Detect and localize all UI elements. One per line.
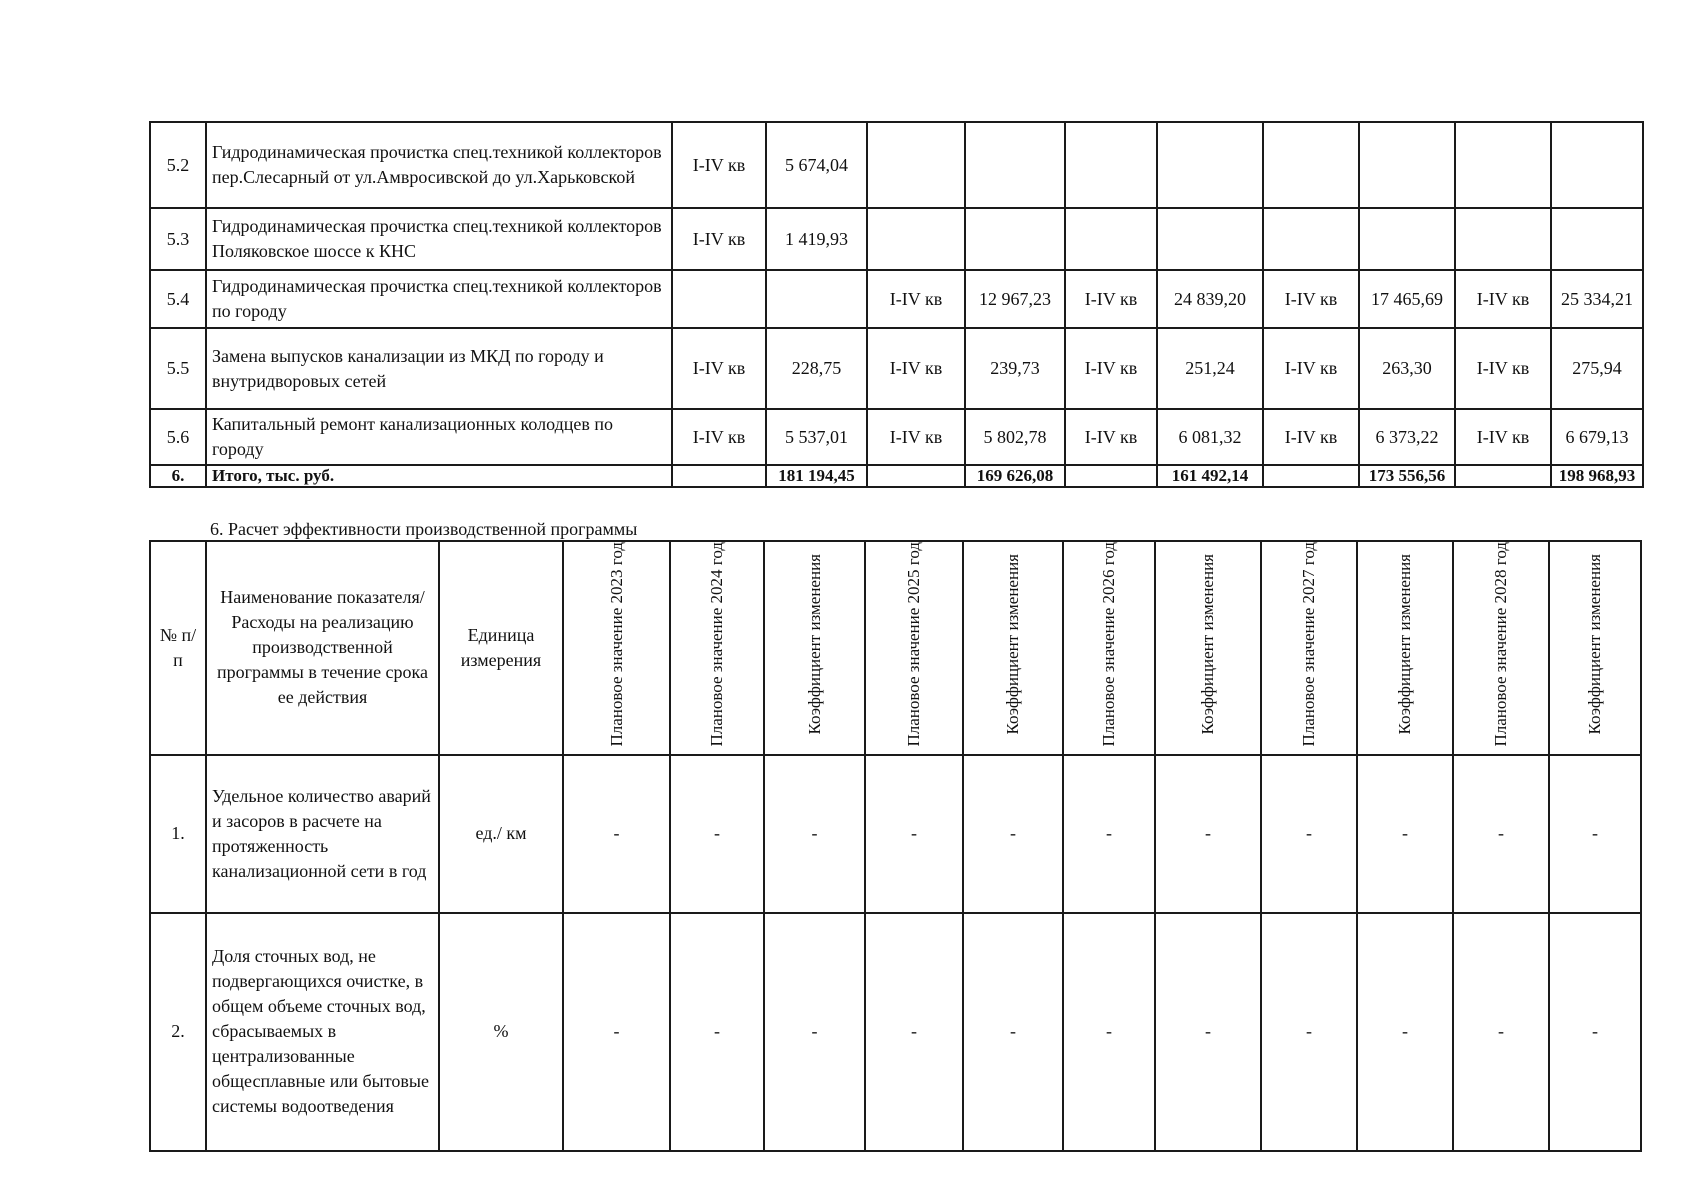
amount-cell: 263,30: [1359, 328, 1455, 409]
period-cell: I-IV кв: [1263, 270, 1359, 328]
table-row: [150, 122, 1643, 208]
period-cell: I-IV кв: [867, 409, 965, 465]
header-col-3: [764, 541, 865, 755]
table-row: [150, 913, 1641, 1151]
header-unit: Единица измерения: [439, 541, 563, 755]
header-row: [150, 541, 1641, 755]
table-row: [150, 328, 1643, 409]
table-row: [150, 208, 1643, 270]
row-name: Удельное количество аварий и засоров в расчете на протяженность канализационной сети в год: [206, 755, 439, 913]
amount-cell: 12 967,23: [965, 270, 1065, 328]
header-col-label: Коэффициент изменения: [1395, 554, 1414, 735]
table-row: [150, 270, 1643, 328]
amount-cell: 239,73: [965, 328, 1065, 409]
period-cell: I-IV кв: [1065, 270, 1157, 328]
header-col-5: [963, 541, 1063, 755]
value-cell: -: [1155, 913, 1261, 1151]
period-cell: [1065, 465, 1157, 487]
row-number: 5.5: [150, 328, 206, 409]
header-col-2: [670, 541, 764, 755]
row-name: Замена выпусков канализации из МКД по городу и внутридворовых сетей: [206, 328, 672, 409]
header-col-label: Коэффициент изменения: [1585, 554, 1604, 735]
total-amount: 169 626,08: [965, 465, 1065, 487]
expenses-table: [149, 121, 1644, 488]
row-unit: ед./ км: [439, 755, 563, 913]
value-cell: -: [1155, 755, 1261, 913]
value-cell: -: [1261, 755, 1357, 913]
value-cell: -: [764, 913, 865, 1151]
amount-cell: [1157, 122, 1263, 208]
value-cell: -: [1453, 755, 1549, 913]
header-name: Наименование показателя/Расходы на реализацию производственной программы в течение срока ее действия: [206, 541, 439, 755]
row-number: 5.2: [150, 122, 206, 208]
value-cell: -: [963, 913, 1063, 1151]
amount-cell: 251,24: [1157, 328, 1263, 409]
row-name: Капитальный ремонт канализационных колодцев по городу: [206, 409, 672, 465]
section-title: 6. Расчет эффективности производственной программы: [210, 519, 638, 539]
value-cell: -: [1357, 913, 1453, 1151]
value-cell: -: [1357, 755, 1453, 913]
header-col-8: [1261, 541, 1357, 755]
value-cell: -: [865, 755, 963, 913]
header-col-label: Коэффициент изменения: [804, 554, 824, 735]
amount-cell: 17 465,69: [1359, 270, 1455, 328]
header-col-4: [865, 541, 963, 755]
value-cell: -: [1453, 913, 1549, 1151]
period-cell: [1065, 208, 1157, 270]
row-number: 5.4: [150, 270, 206, 328]
period-cell: I-IV кв: [867, 270, 965, 328]
table-row: [150, 409, 1643, 465]
amount-cell: 228,75: [766, 328, 867, 409]
header-col-label: Плановое значение 2028 год: [1491, 542, 1510, 747]
value-cell: -: [1261, 913, 1357, 1151]
header-col-10: [1453, 541, 1549, 755]
period-cell: I-IV кв: [1263, 328, 1359, 409]
period-cell: I-IV кв: [1455, 409, 1551, 465]
period-cell: [1455, 122, 1551, 208]
header-col-label: Плановое значение 2027 год: [1299, 542, 1318, 747]
header-col-label: Плановое значение 2025 год: [904, 542, 923, 747]
amount-cell: [1359, 208, 1455, 270]
period-cell: I-IV кв: [672, 328, 766, 409]
header-col-11: [1549, 541, 1641, 755]
amount-cell: 5 537,01: [766, 409, 867, 465]
header-col-1: [563, 541, 670, 755]
period-cell: I-IV кв: [1455, 270, 1551, 328]
header-col-7: [1155, 541, 1261, 755]
period-cell: [1455, 465, 1551, 487]
period-cell: [1065, 122, 1157, 208]
period-cell: I-IV кв: [867, 328, 965, 409]
row-number: 2.: [150, 913, 206, 1151]
amount-cell: 6 081,32: [1157, 409, 1263, 465]
amount-cell: 275,94: [1551, 328, 1643, 409]
period-cell: I-IV кв: [1065, 409, 1157, 465]
amount-cell: 6 679,13: [1551, 409, 1643, 465]
amount-cell: [1551, 208, 1643, 270]
total-row: [150, 465, 1643, 487]
period-cell: I-IV кв: [1263, 409, 1359, 465]
value-cell: -: [1063, 913, 1155, 1151]
amount-cell: [1359, 122, 1455, 208]
header-col-6: [1063, 541, 1155, 755]
period-cell: [867, 122, 965, 208]
total-amount: 198 968,93: [1551, 465, 1643, 487]
amount-cell: 5 802,78: [965, 409, 1065, 465]
row-name: Гидродинамическая прочистка спец.техникой коллекторов пер.Слесарный от ул.Амвросивской до ул.Харьковской: [206, 122, 672, 208]
row-unit: %: [439, 913, 563, 1151]
period-cell: I-IV кв: [1455, 328, 1551, 409]
value-cell: -: [563, 913, 670, 1151]
period-cell: [1263, 122, 1359, 208]
amount-cell: [965, 122, 1065, 208]
total-amount: 181 194,45: [766, 465, 867, 487]
value-cell: -: [563, 755, 670, 913]
amount-cell: 24 839,20: [1157, 270, 1263, 328]
amount-cell: [1551, 122, 1643, 208]
value-cell: -: [670, 755, 764, 913]
total-number: 6.: [150, 465, 206, 487]
row-name: Гидродинамическая прочистка спец.техникой коллекторов по городу: [206, 270, 672, 328]
header-col-label: Плановое значение 2023 год: [606, 542, 626, 747]
row-number: 5.6: [150, 409, 206, 465]
header-num: № п/п: [150, 541, 206, 755]
value-cell: -: [1549, 913, 1641, 1151]
row-name: Доля сточных вод, не подвергающихся очистке, в общем объеме сточных вод, сбрасываемых в централизованные общесплавные или бытовые системы водоотведения: [206, 913, 439, 1151]
total-label: Итого, тыс. руб.: [206, 465, 672, 487]
value-cell: -: [963, 755, 1063, 913]
value-cell: -: [865, 913, 963, 1151]
header-col-label: Коэффициент изменения: [1198, 554, 1217, 735]
amount-cell: 1 419,93: [766, 208, 867, 270]
amount-cell: [965, 208, 1065, 270]
header-col-label: Плановое значение 2024 год: [707, 542, 726, 747]
value-cell: -: [670, 913, 764, 1151]
period-cell: I-IV кв: [672, 208, 766, 270]
amount-cell: [1157, 208, 1263, 270]
period-cell: I-IV кв: [1065, 328, 1157, 409]
period-cell: I-IV кв: [672, 122, 766, 208]
header-col-9: [1357, 541, 1453, 755]
value-cell: -: [1063, 755, 1155, 913]
value-cell: -: [764, 755, 865, 913]
amount-cell: 6 373,22: [1359, 409, 1455, 465]
amount-cell: 25 334,21: [1551, 270, 1643, 328]
total-amount: 161 492,14: [1157, 465, 1263, 487]
period-cell: [672, 270, 766, 328]
period-cell: [1263, 208, 1359, 270]
value-cell: -: [1549, 755, 1641, 913]
efficiency-table: [149, 540, 1642, 1152]
row-name: Гидродинамическая прочистка спец.техникой коллекторов Поляковское шоссе к КНС: [206, 208, 672, 270]
period-cell: I-IV кв: [672, 409, 766, 465]
row-number: 1.: [150, 755, 206, 913]
header-col-label: Плановое значение 2026 год: [1099, 542, 1118, 747]
period-cell: [867, 465, 965, 487]
period-cell: [1455, 208, 1551, 270]
amount-cell: 5 674,04: [766, 122, 867, 208]
period-cell: [672, 465, 766, 487]
period-cell: [1263, 465, 1359, 487]
table-row: [150, 755, 1641, 913]
amount-cell: [766, 270, 867, 328]
row-number: 5.3: [150, 208, 206, 270]
header-col-label: Коэффициент изменения: [1003, 554, 1022, 735]
period-cell: [867, 208, 965, 270]
total-amount: 173 556,56: [1359, 465, 1455, 487]
